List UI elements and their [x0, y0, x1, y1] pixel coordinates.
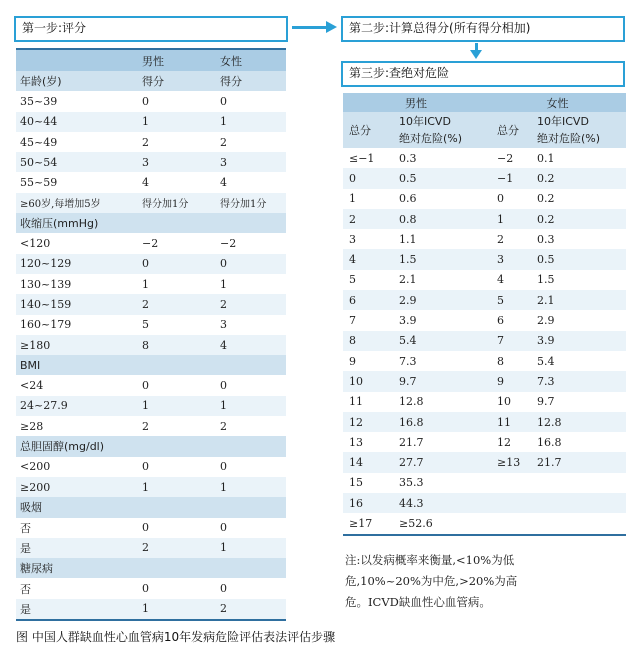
table-row	[343, 473, 626, 493]
total-score-male-header: 总分	[343, 112, 399, 148]
risk-female: 0.2	[537, 168, 626, 188]
male-score: 1	[142, 274, 220, 294]
female-score: 2	[220, 294, 286, 314]
table-row	[16, 518, 286, 538]
total-score-female: 12	[497, 435, 511, 449]
male-score: 得分加1分	[142, 193, 220, 213]
risk-male: 0.3	[399, 151, 417, 165]
risk-male: 21.7	[399, 435, 424, 449]
risk-male-header: 男性	[343, 93, 489, 112]
risk-female	[537, 513, 626, 534]
table-row	[16, 112, 286, 132]
total-score-male: 7	[349, 314, 356, 328]
total-score-female: 3	[489, 249, 537, 269]
row-label: 否	[16, 578, 142, 598]
section-title: BMI	[16, 355, 286, 375]
female-score: 0	[220, 375, 286, 395]
total-score-female: 9	[489, 371, 537, 391]
row-label: ≥200	[16, 477, 142, 497]
female-score: −2	[220, 233, 286, 253]
male-score: 5	[142, 315, 220, 335]
total-score-male: 8	[343, 331, 399, 351]
total-score-female: 2	[497, 232, 504, 246]
table-row	[343, 351, 626, 371]
male-score: 3	[142, 152, 220, 172]
total-score-male: 0	[343, 168, 399, 188]
female-score: 3	[220, 152, 286, 172]
table-row	[16, 233, 286, 253]
risk-male: 44.3	[399, 493, 489, 513]
female-score: 1	[220, 538, 286, 558]
female-score: 2	[220, 599, 286, 620]
row-label: 24~27.9	[16, 396, 142, 416]
female-score: 1	[220, 274, 286, 294]
male-score: 1	[142, 396, 220, 416]
table-row	[343, 412, 626, 432]
total-score-male: 14	[343, 452, 399, 472]
total-score-male: 15	[349, 476, 363, 490]
risk-female	[537, 493, 626, 513]
row-label: 120~129	[16, 254, 142, 274]
total-score-female: 10	[497, 395, 511, 409]
risk-male: 1.5	[399, 249, 489, 269]
female-score: 0	[220, 91, 286, 111]
risk-table	[343, 93, 626, 536]
table-row	[16, 294, 286, 314]
row-label: <120	[16, 233, 142, 253]
risk-male: 5.4	[399, 331, 489, 351]
risk-male: ≥52.6	[399, 513, 489, 534]
table-row	[16, 416, 286, 436]
row-label: 55~59	[16, 172, 142, 192]
risk-female	[537, 473, 626, 493]
total-score-female-header: 总分	[489, 112, 537, 148]
risk-male: 2.9	[399, 290, 489, 310]
male-score: 2	[142, 538, 220, 558]
total-score-male: 1	[349, 192, 356, 206]
table-row	[16, 599, 286, 620]
step2-box	[341, 16, 625, 42]
female-score: 0	[220, 457, 286, 477]
male-score: 1	[142, 599, 220, 620]
row-label: 160~179	[16, 315, 142, 335]
risk-female: 1.5	[537, 273, 555, 287]
note-line: 危,10%~20%为中危,>20%为高	[345, 574, 518, 588]
male-score: 1	[142, 112, 220, 132]
table-row	[343, 290, 626, 310]
female-score: 0	[220, 254, 286, 274]
table-row	[343, 189, 626, 209]
row-label: 45~49	[16, 132, 142, 152]
risk-male: 2.1	[399, 273, 417, 287]
table-row	[343, 148, 626, 168]
total-score-male: 5	[349, 273, 356, 287]
table-row	[16, 457, 286, 477]
table-row	[343, 270, 626, 290]
section-title: 总胆固醇(mg/dl)	[16, 436, 286, 456]
risk-female: 0.2	[537, 209, 626, 229]
risk-male: 35.3	[399, 476, 424, 490]
table-row	[16, 152, 286, 172]
total-score-male: 16	[343, 493, 399, 513]
risk-female: 7.3	[537, 371, 626, 391]
male-score: 2	[142, 416, 220, 436]
row-label: 否	[16, 518, 142, 538]
male-score: 0	[142, 375, 220, 395]
total-score-male: ≤−1	[349, 151, 375, 165]
table-row	[343, 432, 626, 452]
table-row	[16, 132, 286, 152]
table-row	[343, 209, 626, 229]
figure-caption: 图 中国人群缺血性心血管病10年发病危险评估表法评估步骤	[16, 630, 336, 644]
risk-female-header: 女性	[489, 93, 626, 112]
female-score: 4	[220, 172, 286, 192]
total-score-male: 11	[349, 395, 363, 409]
table-row	[343, 168, 626, 188]
table-row	[16, 274, 286, 294]
total-score-female: 0	[497, 192, 504, 206]
note-line: 危。ICVD缺血性心血管病。	[345, 595, 491, 609]
table-row	[343, 493, 626, 513]
table-row	[16, 375, 286, 395]
total-score-female: ≥13	[489, 452, 537, 472]
female-score: 3	[220, 315, 286, 335]
row-label: 140~159	[16, 294, 142, 314]
risk-male: 0.5	[399, 168, 489, 188]
risk-female: 0.1	[537, 151, 555, 165]
section-title: 吸烟	[16, 497, 286, 517]
male-score: 2	[142, 132, 220, 152]
male-score: 0	[142, 457, 220, 477]
row-label: 40~44	[16, 112, 142, 132]
row-label: 是	[16, 599, 142, 620]
female-score: 1	[220, 112, 286, 132]
male-score: 2	[142, 294, 220, 314]
total-score-female: 11	[489, 412, 537, 432]
total-score-female	[489, 473, 537, 493]
male-score: 1	[142, 477, 220, 497]
total-score-male: 9	[349, 354, 356, 368]
risk-male: 0.8	[399, 209, 489, 229]
row-label: ≥60岁,每增加5岁	[16, 193, 142, 213]
male-score: 4	[142, 172, 220, 192]
arrow-right-icon	[292, 26, 328, 29]
risk-male: 9.7	[399, 371, 489, 391]
total-score-female: 1	[489, 209, 537, 229]
step1-label: 第一步:评分	[22, 21, 87, 35]
row-label: 130~139	[16, 274, 142, 294]
arrow-down-head-icon	[470, 50, 482, 59]
row-label: ≥28	[16, 416, 142, 436]
table-row	[16, 172, 286, 192]
total-score-female	[489, 513, 537, 534]
female-score: 2	[220, 132, 286, 152]
table-row	[16, 538, 286, 558]
risk-male-col-header: 10年ICVD 绝对危险(%)	[399, 112, 489, 148]
total-score-female: 8	[497, 354, 504, 368]
table-row	[16, 193, 286, 213]
female-score-header: 得分	[220, 71, 286, 91]
male-score: 0	[142, 578, 220, 598]
table-row	[343, 392, 626, 412]
total-score-male: 12	[343, 412, 399, 432]
note	[345, 550, 615, 613]
table-row	[16, 396, 286, 416]
total-score-male: ≥17	[343, 513, 399, 534]
risk-female-col-header: 10年ICVD 绝对危险(%)	[537, 112, 626, 148]
table-row	[343, 452, 626, 472]
table-row	[16, 315, 286, 335]
risk-female: 16.8	[537, 435, 562, 449]
table-row	[343, 249, 626, 269]
table-row	[16, 254, 286, 274]
step2-label: 第二步:计算总得分(所有得分相加)	[349, 21, 531, 35]
risk-female: 21.7	[537, 452, 626, 472]
female-score: 0	[220, 518, 286, 538]
section-title: 收缩压(mmHg)	[16, 213, 286, 233]
female-score: 2	[220, 416, 286, 436]
risk-female: 5.4	[537, 354, 555, 368]
risk-male: 12.8	[399, 395, 424, 409]
table-row	[343, 229, 626, 249]
male-score: 0	[142, 254, 220, 274]
table-row	[343, 371, 626, 391]
risk-male: 27.7	[399, 452, 489, 472]
step3-box	[341, 61, 625, 87]
female-score: 1	[220, 477, 286, 497]
row-label: <24	[16, 375, 142, 395]
risk-female: 0.3	[537, 232, 555, 246]
risk-male: 1.1	[399, 232, 417, 246]
table-row	[16, 477, 286, 497]
risk-male: 3.9	[399, 314, 417, 328]
total-score-female: 4	[497, 273, 504, 287]
table-row	[343, 331, 626, 351]
total-score-female: 5	[489, 290, 537, 310]
table-row	[16, 91, 286, 111]
risk-male: 0.6	[399, 192, 417, 206]
total-score-female: −1	[489, 168, 537, 188]
total-score-male: 4	[343, 249, 399, 269]
total-score-female: −2	[497, 151, 514, 165]
table-row	[16, 578, 286, 598]
male-score: 0	[142, 91, 220, 111]
age-header: 年龄(岁)	[16, 71, 142, 91]
risk-female: 2.9	[537, 314, 555, 328]
section-title: 糖尿病	[16, 558, 286, 578]
row-label: 50~54	[16, 152, 142, 172]
table-row	[343, 513, 626, 534]
male-score: 8	[142, 335, 220, 355]
risk-female: 0.5	[537, 249, 626, 269]
row-label: ≥180	[16, 335, 142, 355]
risk-female: 3.9	[537, 331, 626, 351]
risk-female: 2.1	[537, 290, 626, 310]
total-score-female: 6	[497, 314, 504, 328]
total-score-male: 10	[343, 371, 399, 391]
total-score-male: 3	[349, 232, 356, 246]
total-score-male: 2	[343, 209, 399, 229]
risk-female: 0.2	[537, 192, 555, 206]
risk-male: 16.8	[399, 412, 489, 432]
female-header: 女性	[220, 49, 286, 71]
female-score: 4	[220, 335, 286, 355]
total-score-female: 7	[489, 331, 537, 351]
row-label: 35~39	[16, 91, 142, 111]
female-score: 得分加1分	[220, 193, 286, 213]
total-score-female	[489, 493, 537, 513]
male-score: 0	[142, 518, 220, 538]
male-header: 男性	[142, 49, 220, 71]
male-score-header: 得分	[142, 71, 220, 91]
row-label: 是	[16, 538, 142, 558]
male-score: −2	[142, 233, 220, 253]
table-row	[343, 310, 626, 330]
female-score: 0	[220, 578, 286, 598]
step3-label: 第三步:查绝对危险	[349, 66, 450, 80]
total-score-male: 6	[343, 290, 399, 310]
risk-female: 9.7	[537, 395, 555, 409]
step1-box	[14, 16, 288, 42]
female-score: 1	[220, 396, 286, 416]
arrow-right-head-icon	[326, 21, 337, 33]
scoring-table	[16, 48, 286, 621]
risk-male: 7.3	[399, 354, 417, 368]
total-score-male: 13	[349, 435, 363, 449]
row-label: <200	[16, 457, 142, 477]
table-row	[16, 335, 286, 355]
note-line: 注:以发病概率来衡量,<10%为低	[345, 553, 515, 567]
risk-female: 12.8	[537, 412, 626, 432]
